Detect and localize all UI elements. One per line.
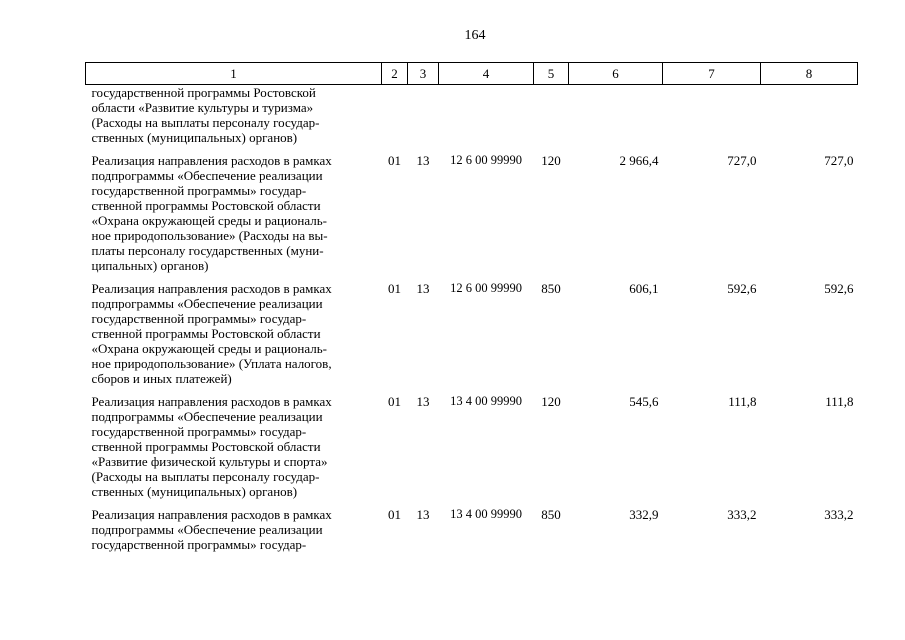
description-line: государственной программы Ростовской [91,85,316,100]
row-description [86,85,382,154]
description-line: подпрограммы «Обеспечение реализации [91,168,323,183]
header-cell-3: 3 [408,63,439,85]
amount-col-7: 333,2 [727,507,757,522]
header-cell-2: 2 [382,63,408,85]
amount-col-8: 592,6 [824,281,854,296]
section-code: 01 [388,153,401,168]
description-line: «Охрана окружающей среды и рациональ- [91,213,328,228]
row-description [86,153,382,281]
description-line: ципальных) органов) [91,258,209,273]
table-row [86,507,858,560]
description-line: сборов и иных платежей) [91,371,232,386]
target-article-code [439,85,534,154]
description-line: Реализация направления расходов в рамках [91,281,332,296]
section-code: 01 [388,281,401,296]
description-line: ное природопользование» (Уплата налогов, [91,356,332,371]
header-cell-1: 1 [86,63,382,85]
section-code: 01 [388,507,401,522]
target-article-code: 12 6 00 99990 [450,281,522,295]
amount-col-7: 111,8 [728,394,757,409]
description-line: ственной программы Ростовской области [91,198,321,213]
row-description [86,394,382,507]
expense-type-code: 850 [541,281,561,296]
target-article-code: 12 6 00 99990 [450,153,522,167]
subsection-code: 13 [416,507,430,522]
description-line: ное природопользование» (Расходы на вы- [91,228,328,243]
header-cell-4: 4 [439,63,534,85]
subsection-code: 13 [416,153,430,168]
description-line: подпрограммы «Обеспечение реализации [91,522,323,537]
row-description [86,281,382,394]
subsection-code: 13 [416,394,430,409]
table-row [86,85,858,154]
target-article-code: 13 4 00 99990 [450,507,522,521]
description-line: государственной программы» государ- [91,183,307,198]
amount-col-7: 727,0 [727,153,757,168]
description-line: ственной программы Ростовской области [91,326,321,341]
section-code [382,85,408,154]
section-code: 01 [388,394,401,409]
description-line: государственной программы» государ- [91,537,307,552]
row-description [86,507,382,560]
subsection-code [408,85,439,154]
table-row [86,394,858,507]
page-number: 164 [464,28,486,43]
description-line: (Расходы на выплаты персоналу государ- [91,115,320,130]
amount-col-6 [569,85,663,154]
header-cell-8: 8 [761,63,858,85]
expense-type-code: 120 [541,394,561,409]
amount-col-7 [663,85,761,154]
header-cell-7: 7 [663,63,761,85]
table-row [86,281,858,394]
expense-type-code: 850 [541,507,561,522]
description-line: Реализация направления расходов в рамках [91,507,332,522]
description-line: «Развитие физической культуры и спорта» [91,454,328,469]
amount-col-7: 592,6 [727,281,757,296]
description-line: ственной программы Ростовской области [91,439,321,454]
expense-type-code: 120 [541,153,561,168]
description-line: ственных (муниципальных) органов) [91,130,298,145]
description-line: «Охрана окружающей среды и рациональ- [91,341,328,356]
header-cell-5: 5 [534,63,569,85]
amount-col-8: 111,8 [825,394,854,409]
amount-col-8: 333,2 [824,507,854,522]
budget-table [85,62,858,560]
table-row [86,153,858,281]
description-line: области «Развитие культуры и туризма» [91,100,314,115]
description-line: Реализация направления расходов в рамках [91,153,332,168]
header-row [86,63,858,85]
amount-col-8: 727,0 [824,153,854,168]
expense-type-code [534,85,569,154]
description-line: государственной программы» государ- [91,311,307,326]
description-line: ственных (муниципальных) органов) [91,484,298,499]
amount-col-8 [761,85,858,154]
description-line: подпрограммы «Обеспечение реализации [91,296,323,311]
amount-col-6: 606,1 [629,281,659,296]
header-cell-6: 6 [569,63,663,85]
description-line: платы персоналу государственных (муни- [91,243,324,258]
description-line: Реализация направления расходов в рамках [91,394,332,409]
description-line: (Расходы на выплаты персоналу государ- [91,469,320,484]
description-line: подпрограммы «Обеспечение реализации [91,409,323,424]
subsection-code: 13 [416,281,430,296]
target-article-code: 13 4 00 99990 [450,394,522,408]
amount-col-6: 545,6 [629,394,659,409]
description-line: государственной программы» государ- [91,424,307,439]
amount-col-6: 2 966,4 [619,153,659,168]
amount-col-6: 332,9 [629,507,659,522]
